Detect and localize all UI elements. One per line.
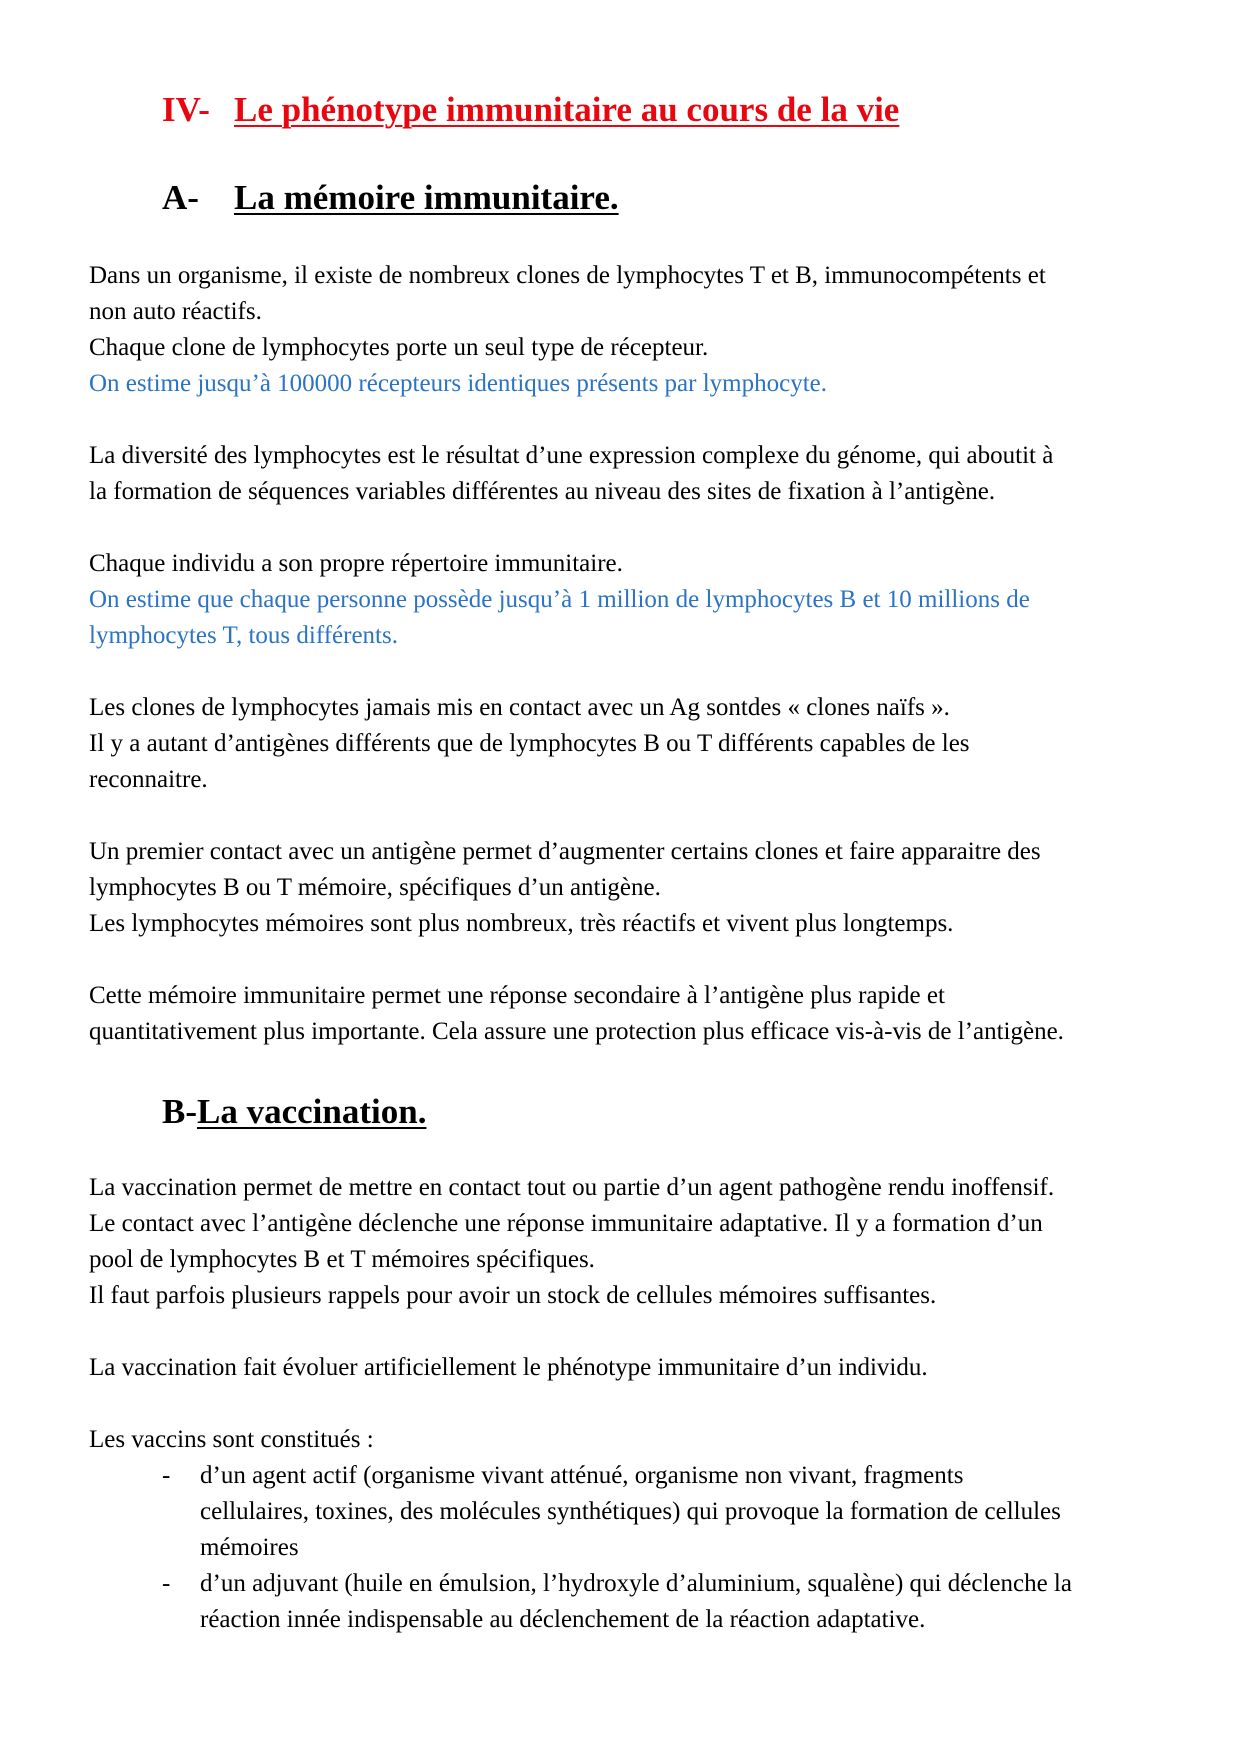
text-line: non auto réactifs.: [89, 298, 262, 325]
vaccine-components-list: [89, 1458, 1169, 1638]
text-line: réaction innée indispensable au déclenchement de la réaction adaptative.: [200, 1606, 926, 1633]
text-line: la formation de séquences variables différentes au niveau des sites de fixation à l’antigène.: [89, 478, 996, 505]
paragraph-diversity: [89, 438, 1169, 510]
section-b-title: La vaccination.: [197, 1092, 427, 1131]
text-line: Cette mémoire immunitaire permet une réponse secondaire à l’antigène plus rapide et: [89, 982, 945, 1009]
list-item: [89, 1566, 1169, 1638]
section-b-number: B-: [162, 1092, 197, 1131]
text-line: Dans un organisme, il existe de nombreux clones de lymphocytes T et B, immunocompétents et: [89, 262, 1046, 289]
text-line: Le contact avec l’antigène déclenche une réponse immunitaire adaptative. Il y a formation d’un: [89, 1210, 1043, 1237]
section-iv-heading: [162, 90, 899, 130]
section-b-heading: [162, 1092, 426, 1132]
paragraph-phenotype: [89, 1350, 1169, 1386]
text-line-highlight: lymphocytes T, tous différents.: [89, 622, 398, 649]
text-line: d’un adjuvant (huile en émulsion, l’hydroxyle d’aluminium, squalène) qui déclenche la: [200, 1570, 1072, 1597]
text-line: Les vaccins sont constitués :: [89, 1426, 374, 1453]
text-line: Les clones de lymphocytes jamais mis en contact avec un Ag sontdes « clones naïfs ».: [89, 694, 950, 721]
text-line: Les lymphocytes mémoires sont plus nombreux, très réactifs et vivent plus longtemps.: [89, 910, 954, 937]
text-line: Chaque individu a son propre répertoire immunitaire.: [89, 550, 623, 577]
text-line-highlight: On estime jusqu’à 100000 récepteurs identiques présents par lymphocyte.: [89, 370, 828, 397]
paragraph-repertoire: [89, 546, 1169, 654]
text-line: pool de lymphocytes B et T mémoires spécifiques.: [89, 1246, 595, 1273]
text-line: reconnaitre.: [89, 766, 208, 793]
text-line: La vaccination fait évoluer artificiellement le phénotype immunitaire d’un individu.: [89, 1354, 928, 1381]
paragraph-vaccination: [89, 1170, 1169, 1314]
text-line: La diversité des lymphocytes est le résultat d’une expression complexe du génome, qui aboutit à: [89, 442, 1054, 469]
list-item: [89, 1458, 1169, 1566]
text-line: d’un agent actif (organisme vivant atténué, organisme non vivant, fragments: [200, 1462, 964, 1489]
paragraph-vaccine-composition: [89, 1422, 1169, 1458]
text-line: La vaccination permet de mettre en contact tout ou partie d’un agent pathogène rendu inoffensif.: [89, 1174, 1055, 1201]
section-a-heading: [162, 178, 619, 218]
text-line: Un premier contact avec un antigène permet d’augmenter certains clones et faire apparaitre des: [89, 838, 1041, 865]
text-line: quantitativement plus importante. Cela assure une protection plus efficace vis-à-vis de l’antigène.: [89, 1018, 1064, 1045]
text-line: cellulaires, toxines, des molécules synthétiques) qui provoque la formation de cellules: [200, 1498, 1061, 1525]
paragraph-secondary-response: [89, 978, 1169, 1050]
section-a-number: A-: [162, 178, 199, 217]
text-line-highlight: On estime que chaque personne possède jusqu’à 1 million de lymphocytes B et 10 millions de: [89, 586, 1030, 613]
text-line: Il y a autant d’antigènes différents que de lymphocytes B ou T différents capables de les: [89, 730, 970, 757]
text-line: Chaque clone de lymphocytes porte un seul type de récepteur.: [89, 334, 709, 361]
section-a-title: La mémoire immunitaire.: [234, 178, 619, 217]
dash-bullet: -: [162, 1570, 171, 1597]
section-iv-number: IV-: [162, 90, 210, 129]
text-line: Il faut parfois plusieurs rappels pour avoir un stock de cellules mémoires suffisantes.: [89, 1282, 937, 1309]
paragraph-clones: [89, 258, 1169, 402]
text-line: lymphocytes B ou T mémoire, spécifiques d’un antigène.: [89, 874, 661, 901]
section-iv-title: Le phénotype immunitaire au cours de la vie: [234, 90, 900, 129]
paragraph-first-contact: [89, 834, 1169, 942]
paragraph-naive-clones: [89, 690, 1169, 798]
text-line: mémoires: [200, 1534, 299, 1561]
dash-bullet: -: [162, 1462, 171, 1489]
